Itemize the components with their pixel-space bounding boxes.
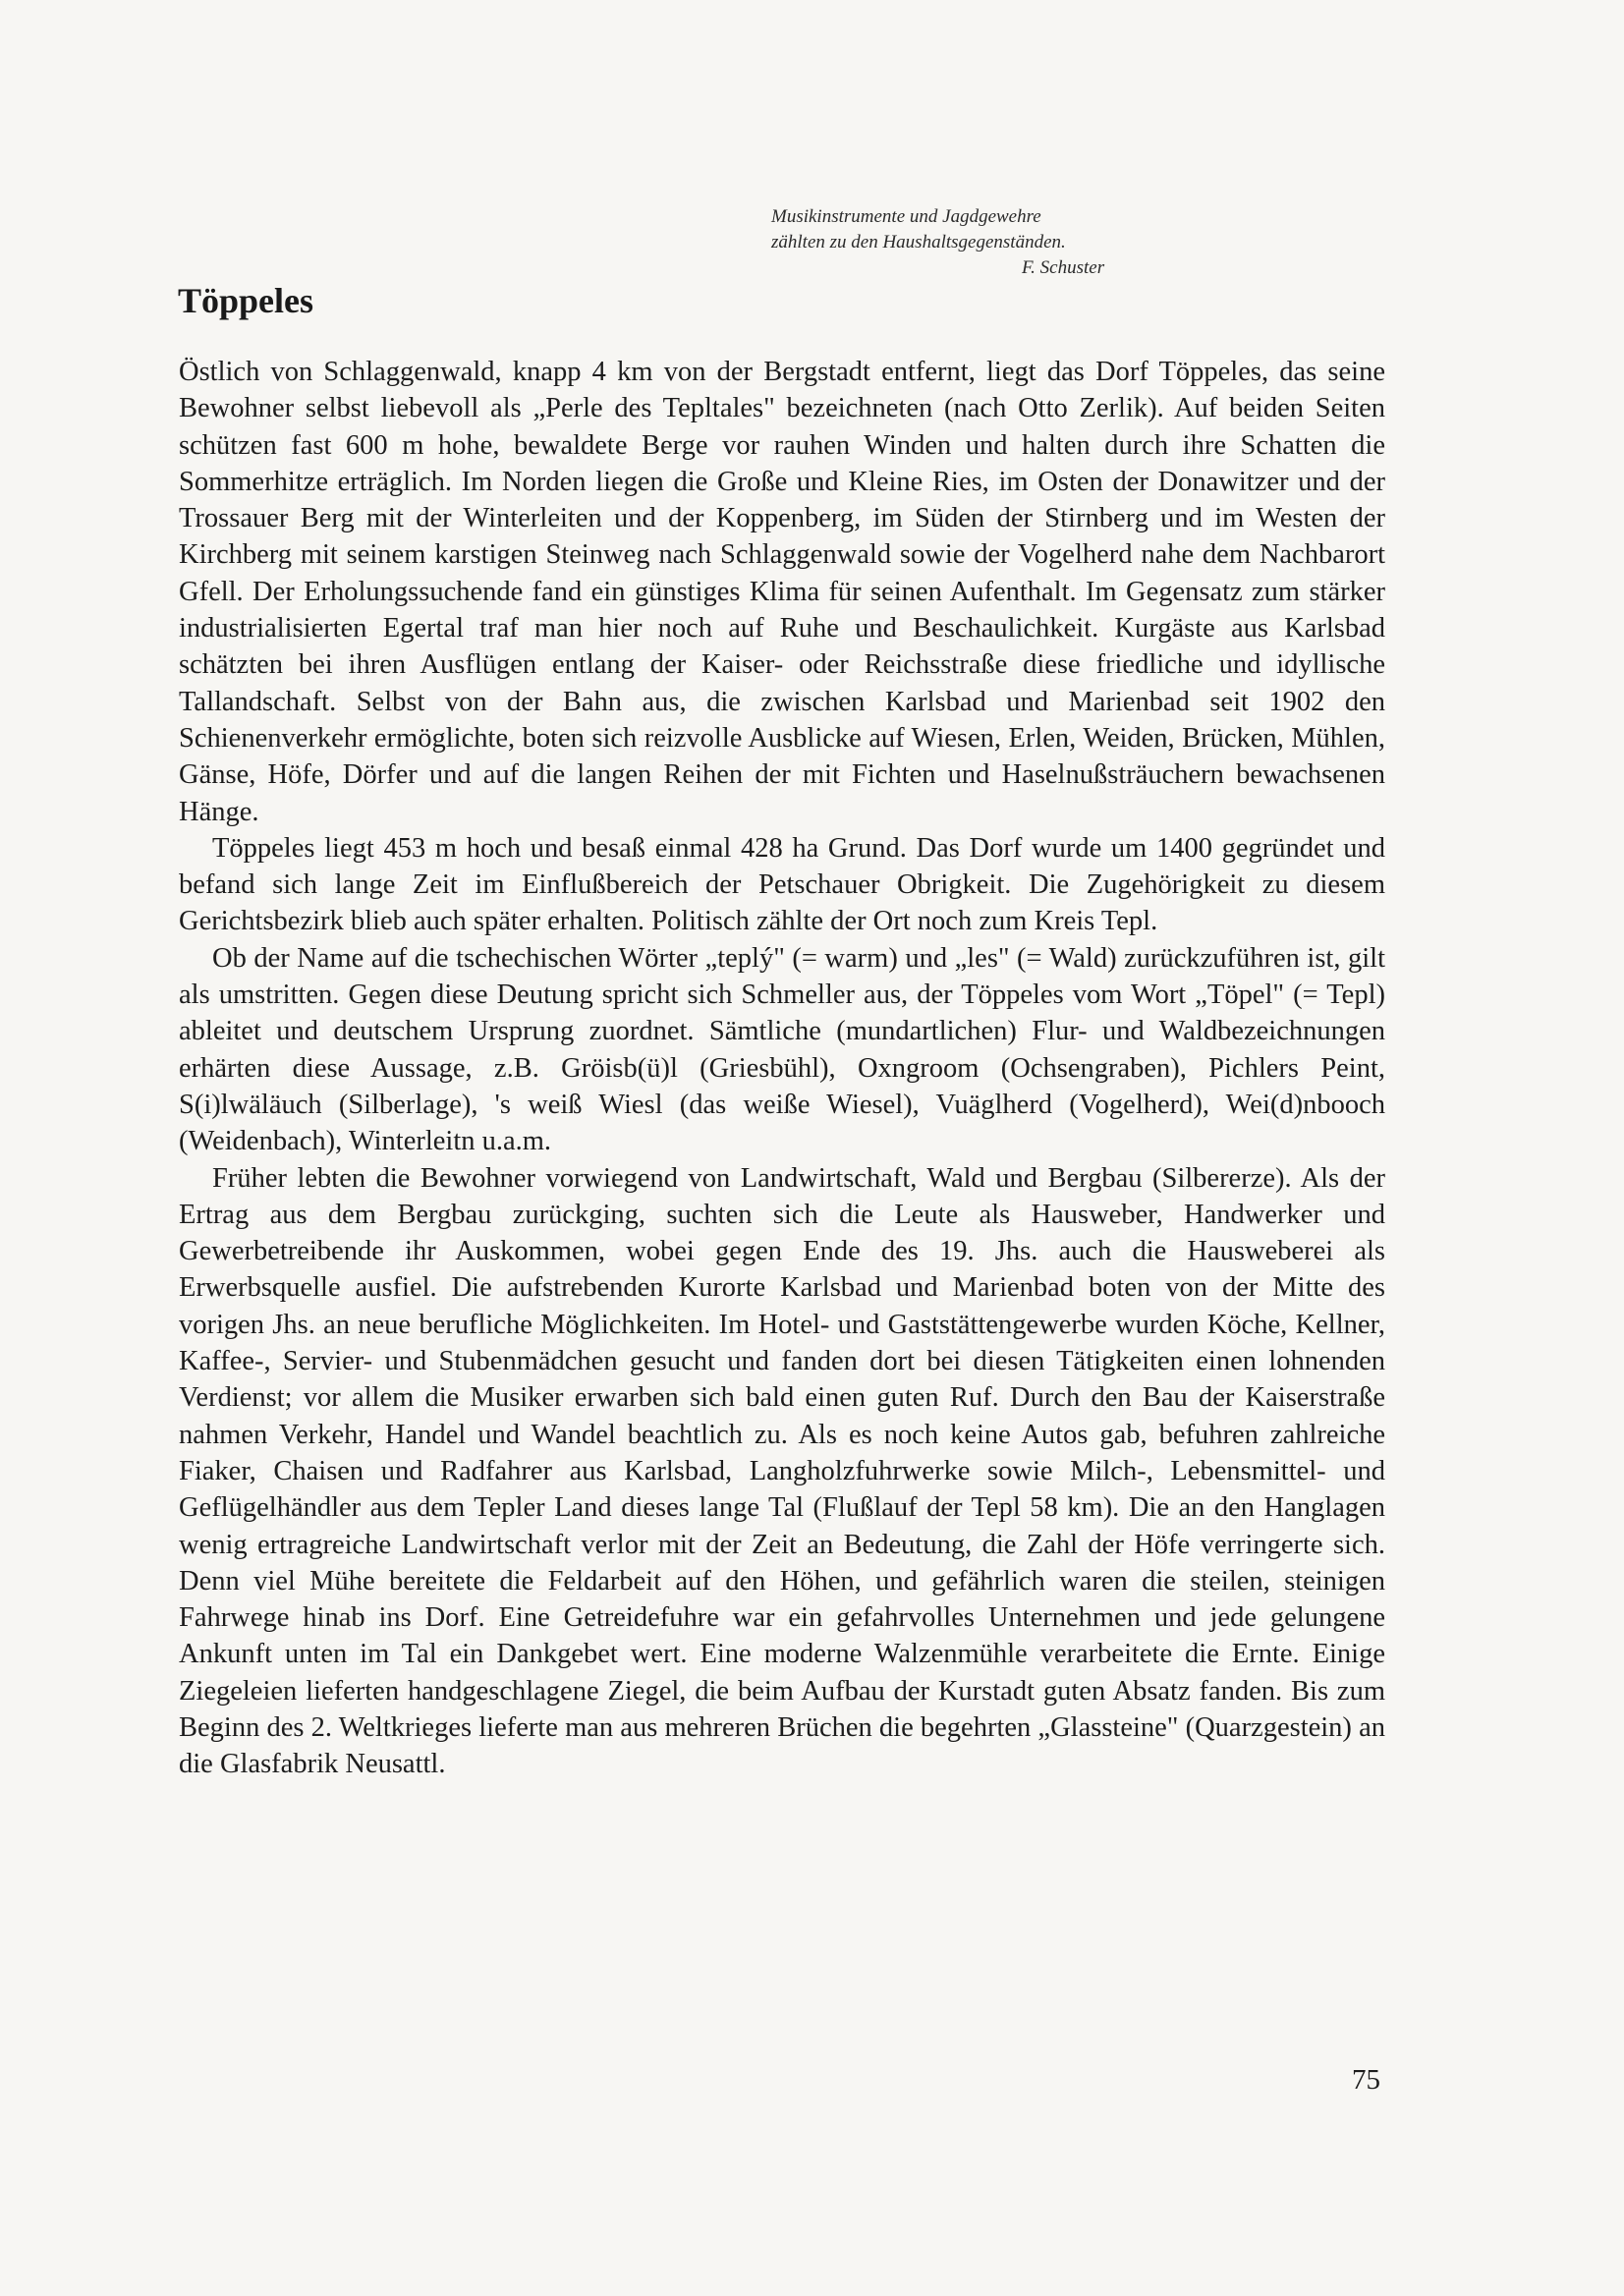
paragraph: Töppeles liegt 453 m hoch und besaß einmal 428 ha Grund. Das Dorf wurde um 1400 gegründet und befand sich lange Zeit im Einflußbereich der Petschauer Obrigkeit. Die Zugehörigkeit zu diesem Gerichtsbezirk blieb auch später erhalten. Politisch zählte der Ort noch zum Kreis Tepl. <box>179 832 1385 937</box>
caption-line-2: zählten zu den Haushaltsgegenständen. <box>771 232 1066 252</box>
image-caption <box>771 204 1204 281</box>
paragraph: Früher lebten die Bewohner vorwiegend von Landwirtschaft, Wald und Bergbau (Silbererze). Als der Ertrag aus dem Bergbau zurückging, suchten sich die Leute als Hausweber, Handwerker und Gewerbetreibende ihr Auskommen, wobei gegen Ende des 19. Jhs. auch die Hausweberei als Erwerbsquelle ausfiel. Die aufstrebenden Kurorte Karlsbad und Marienbad boten von der Mitte des vorigen Jhs. an neue berufliche Möglichkeiten. Im Hotel- und Gaststättengewerbe wurden Köche, Kellner, Kaffee-, Servier- und Stubenmädchen gesucht und fanden dort bei diesen Tätigkeiten einen lohnenden Verdienst; vor allem die Musiker erwarben sich bald einen guten Ruf. Durch den Bau der Kaiserstraße nahmen Verkehr, Handel und Wandel beachtlich zu. Als es noch keine Autos gab, befuhren zahlreiche Fiaker, Chaisen und Radfahrer aus Karlsbad, Langholzfuhrwerke sowie Milch-, Lebensmittel- und Geflügelhändler aus dem Tepler Land dieses lange Tal (Flußlauf der Tepl 58 km). Die an den Hanglagen wenig ertragreiche Landwirtschaft verlor mit der Zeit an Bedeutung, die Zahl der Höfe verringerte sich. Denn viel Mühe bereitete die Feldarbeit auf den Höhen, und gefährlich waren die steilen, steinigen Fahrwege hinab ins Dorf. Eine Getreidefuhre war ein gefahrvolles Unternehmen und jede gelungene Ankunft unten im Tal ein Dankgebet wert. Eine moderne Walzenmühle verarbeitete die Ernte. Einige Ziegeleien lieferten handgeschlagene Ziegel, die beim Aufbau der Kurstadt guten Absatz fanden. Bis zum Beginn des 2. Weltkrieges lieferte man aus mehreren Brüchen die begehrten „Glassteine" (Quarzgestein) an die Glasfabrik Neusattl. <box>179 1162 1385 1780</box>
page-number: 75 <box>1352 2064 1380 2096</box>
page-title: Töppeles <box>178 281 314 320</box>
paragraph: Östlich von Schlaggenwald, knapp 4 km von der Bergstadt entfernt, liegt das Dorf Töppeles, das seine Bewohner selbst liebevoll als „Perle des Tepltales" bezeichneten (nach Otto Zerlik). Auf beiden Seiten schützen fast 600 m hohe, bewaldete Berge vor rauhen Winden und halten durch ihre Schatten die Sommerhitze erträglich. Im Norden liegen die Große und Kleine Ries, im Osten der Donawitzer und der Trossauer Berg mit der Winterleiten und der Koppenberg, im Süden der Stirnberg und im Westen der Kirchberg mit seinem karstigen Steinweg nach Schlaggenwald sowie der Vogelherd nahe dem Nachbarort Gfell. Der Erholungssuchende fand ein günstiges Klima für seinen Aufenthalt. Im Gegensatz zum stärker industrialisierten Egertal traf man hier noch auf Ruhe und Beschaulichkeit. Kurgäste aus Karlsbad schätzten bei ihren Ausflügen entlang der Kaiser- oder Reichsstraße diese friedliche und idyllische Tallandschaft. Selbst von der Bahn aus, die zwischen Karlsbad und Marienbad seit 1902 den Schienenverkehr ermöglichte, boten sich reizvolle Ausblicke auf Wiesen, Erlen, Weiden, Brücken, Mühlen, Gänse, Höfe, Dörfer und auf die langen Reihen der mit Fichten und Haselnußsträuchern bewachsenen Hänge. <box>179 357 1385 827</box>
caption-author: F. Schuster <box>1022 257 1105 278</box>
caption-line-1: Musikinstrumente und Jagdgewehre <box>771 206 1041 227</box>
paragraph: Ob der Name auf die tschechischen Wörter „teplý" (= warm) und „les" (= Wald) zurückzuführen ist, gilt als umstritten. Gegen diese Deutung spricht sich Schmeller aus, der Töppeles vom Wort „Töpel" (= Tepl) ableitet und deutschem Ursprung zuordnet. Sämtliche (mundartlichen) Flur- und Waldbezeichnungen erhärten diese Aussage, z.B. Gröisb(ü)l (Griesbühl), Oxngroom (Ochsengraben), Pichlers Peint, S(i)lwäläuch (Silberlage), 's weiß Wiesl (das weiße Wiesel), Vuäglherd (Vogelherd), Wei(d)nbooch (Weidenbach), Winterleitn u.a.m. <box>179 942 1385 1157</box>
article-body <box>179 354 1385 1783</box>
